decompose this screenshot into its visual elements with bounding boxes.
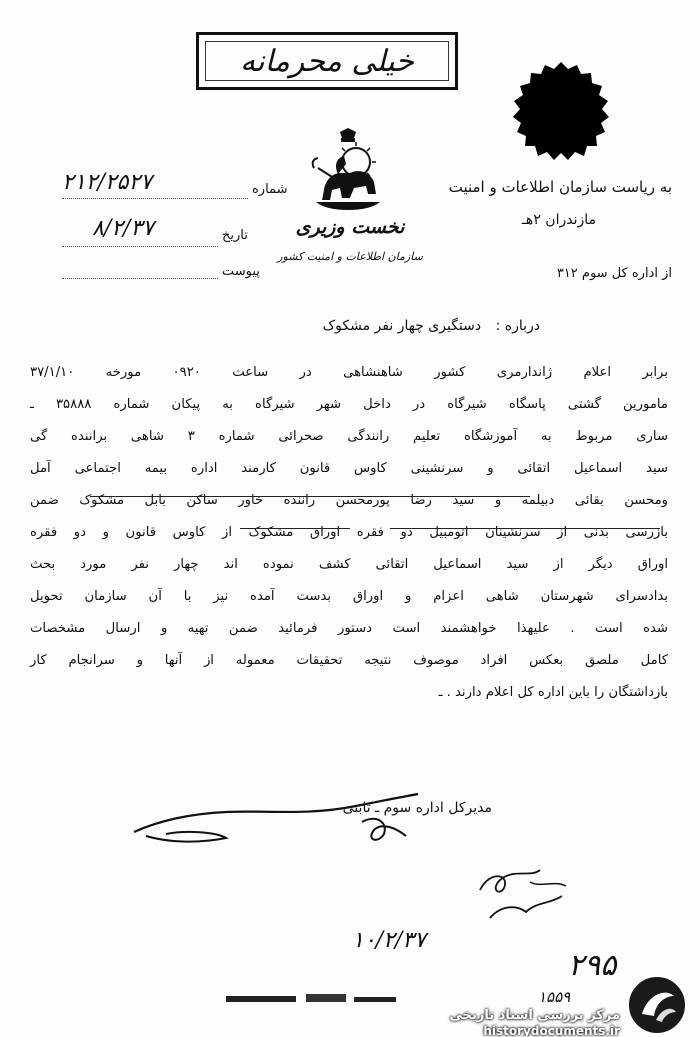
body-line: کامل ملصق بعکس افراد موصوف نتیجه تحقیقات معموله از آنها و سرانجام کار: [30, 653, 668, 668]
number-label: شماره: [252, 182, 288, 197]
number-dotline: [62, 198, 248, 199]
body-line: بازرسی بدنی از سرنشینان اتومبیل دو فقره اوراق مشکوک از کاوس قانون و دو فقره: [30, 525, 668, 540]
name-underline: [240, 528, 350, 529]
body-line: سید اسماعیل اتقائی و سرنشینی کاوس قانون کارمند اداره بیمه اجتماعی آمل: [30, 461, 668, 476]
watermark-title: مرکز بررسی اسناد تاریخی: [449, 1008, 620, 1023]
handwritten-number: ۲۹۵: [568, 948, 617, 983]
handwritten-note: [470, 860, 580, 930]
watermark-url: historydocuments.ir: [483, 1024, 620, 1037]
handwritten-date: ۱۰/۲/۳۷: [352, 928, 426, 953]
recipient-location: مازندران ۲هـ: [521, 212, 596, 228]
body-line: بازداشتگان را باین اداره کل اعلام دارند . ـ: [438, 685, 668, 700]
handwritten-reference: ۱۵۵۹: [538, 988, 571, 1006]
attachment-dotline: [62, 278, 218, 279]
date-label: تاریخ: [222, 228, 248, 243]
body-line: مامورین گشتی پاسگاه شیرگاه در داخل شهر شیرگاه به پیکان شماره ۳۵۸۸۸ ـ: [30, 397, 668, 412]
subject-label: درباره :: [495, 318, 540, 334]
body-line: ساری مربوط به آموزشگاه تعلیم رانندگی صحرائی شماره ۳ شاهی براننده گی: [30, 429, 668, 444]
body-line: شده است . علیهذا خواهشمند است دستور فرمائید ضمن تهیه و ارسال مشخصات: [30, 621, 668, 636]
number-value: ۲۱۲/۲۵۲۷: [62, 170, 153, 195]
name-underline: [390, 528, 660, 529]
subject-text: دستگیری چهار نفر مشکوک: [322, 318, 482, 334]
ministry-title: نخست وزیری: [295, 216, 405, 238]
body-line: برابر اعلام ژاندارمری کشور شاهنشاهی در ساعت ۰۹۲۰ مورخه ۳۷/۱/۱۰: [30, 365, 668, 380]
lion-and-sun-emblem-icon: [310, 128, 386, 212]
sender-office-line: از اداره کل سوم ۳۱۲: [556, 266, 672, 281]
attachment-label: پیوست: [222, 264, 260, 279]
seal-stamp: [508, 60, 614, 166]
classification-stamp: خیلی محرمانه: [196, 32, 458, 90]
subject-line: [323, 318, 540, 334]
watermark-logo-icon: [626, 974, 688, 1036]
body-line: ومحسن بقائی دبیلمه و سید رضا پورمحسن راننده خاور ساکن بابل مشکوک ضمن: [30, 493, 668, 508]
director-signature: [126, 792, 426, 852]
date-value: ۸/۲/۳۷: [92, 216, 155, 241]
organization-subtitle: سازمان اطلاعات و امنیت کشور: [277, 250, 423, 263]
date-dotline: [62, 246, 218, 247]
watermark: [418, 1008, 698, 1037]
body-line: بدادسرای شهرستان شاهی اعزام و اوراق بدست آمده نیز با آن سازمان تحویل: [30, 589, 668, 604]
body-line: اوراق دیگر از سید اسماعیل اتقائی کشف نموده اند چهار نفر مورد بحث: [30, 557, 668, 572]
name-underline: [90, 496, 530, 497]
redaction-smudge: [226, 992, 396, 1006]
signatory-title: مدیرکل اداره سوم ـ ثابتی: [342, 800, 492, 816]
recipient-line: به ریاست سازمان اطلاعات و امنیت: [448, 178, 672, 196]
